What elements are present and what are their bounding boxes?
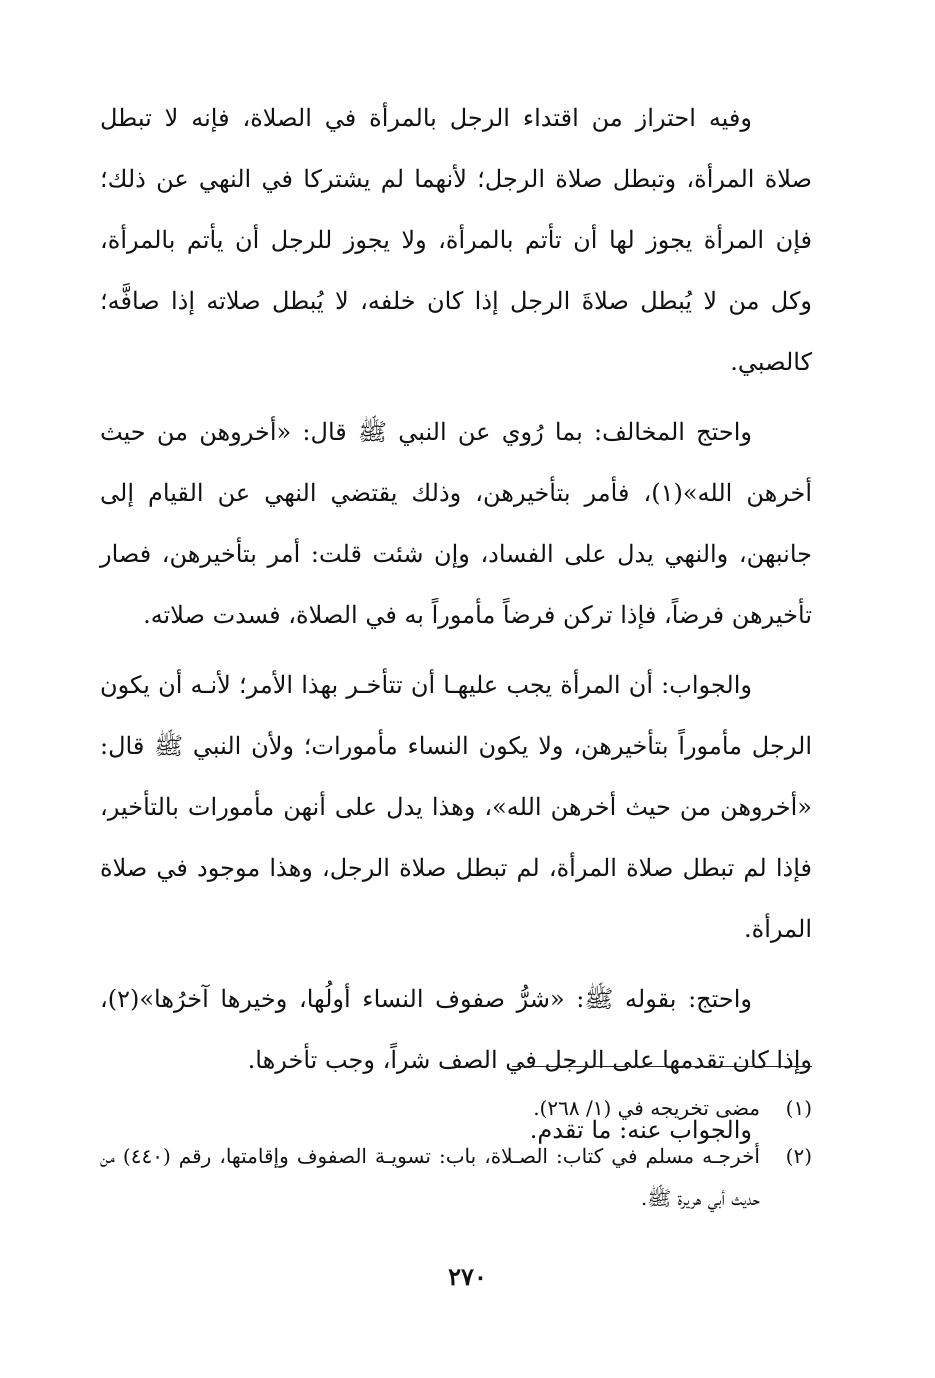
footnote-2-number: (٢) (785, 1144, 812, 1168)
footnote-2-text: أخرجـه مسلم في كتاب: الصـلاة، باب: تسويـة الصفوف وإقامتها، رقم (٤٤٠) من حديث أبي هريرة ﷺ. (100, 1144, 760, 1210)
footnote-1-text: مضى تخريجه في (١/ ٢٦٨). (533, 1096, 760, 1120)
footnote-2 (100, 1135, 812, 1219)
paragraph-2-text: واحتج المخالف: بما رُوي عن النبي ﷺ قال: «أخروهن من حيث أخرهن الله»(١)، فأمر بتأخيرهن، وذلك يقتضي النهي عن القيام إلى جانبهن، والنهي يدل على الفساد، وإن شئت قلت: أمر بتأخيرهن، فصار تأخيرهن فرضاً، فإذا تركن فرضاً مأموراً به في الصلاة، فسدت صلاته. (100, 418, 813, 629)
footnote-divider (512, 1066, 812, 1067)
footnote-1-number: (١) (785, 1096, 812, 1120)
footnote-1 (100, 1087, 812, 1129)
paragraph-3-text: والجواب: أن المرأة يجب عليهـا أن تتأخـر بهذا الأمر؛ لأنـه أن يكون الرجل مأموراً بتأخيرهن، ولا يكون النساء مأمورات؛ ولأن النبي ﷺ قال: «أخروهن من حيث أخرهن الله»، وهذا يدل على أنهن مأمورات بالتأخير، فإذا لم تبطل صلاة المرأة، لم تبطل صلاة الرجل، وهذا موجود في صلاة المرأة. (100, 671, 813, 943)
paragraph-5-text: والجواب عنه: ما تقدم. (529, 1116, 752, 1144)
paragraph-1 (100, 88, 812, 393)
paragraph-4 (100, 969, 812, 1091)
footnotes (100, 1087, 812, 1225)
paragraph-3 (100, 655, 812, 960)
paragraph-2 (100, 402, 812, 646)
paragraph-1-text: وفيه احتراز من اقتداء الرجل بالمرأة في الصلاة، فإنه لا تبطل صلاة المرأة، وتبطل صلاة الرجل؛ لأنهما لم يشتركا في النهي عن ذلك؛ فإن المرأة يجوز لها أن تأتم بالمرأة، ولا يجوز للرجل أن يأتم بالمرأة، وكل من لا يُبطل صلاةَ الرجل إذا كان خلفه، لا يُبطل صلاته إذا صافَّه؛ كالصبي. (100, 104, 813, 376)
page-number: ٢٧٠ (448, 1262, 487, 1291)
paragraph-4-text: واحتج: بقوله ﷺ: «شرُّ صفوف النساء أولُها، وخيرها آخرُها»(٢)، وإذا كان تقدمها على الرجل في الصف شراً، وجب تأخرها. (100, 985, 812, 1074)
main-text (100, 88, 812, 1161)
